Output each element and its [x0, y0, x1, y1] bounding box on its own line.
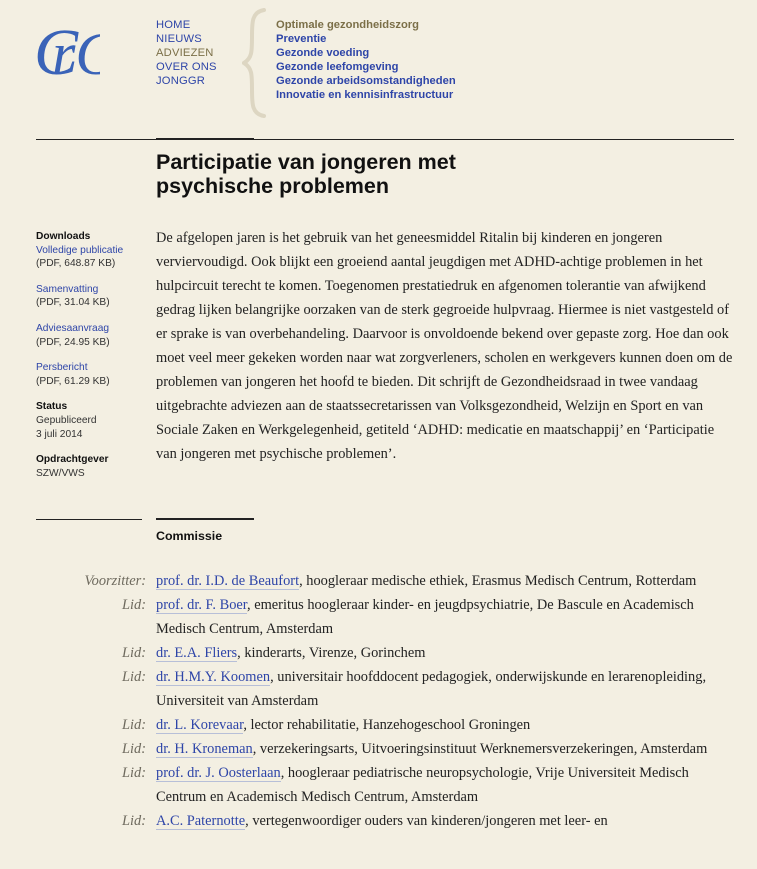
downloads-heading: Downloads: [36, 231, 91, 242]
member-name-link[interactable]: A.C. Paternotte: [156, 813, 246, 829]
commissie-heading: Commissie: [156, 529, 223, 543]
member-description: , hoogleraar medische ethiek, Erasmus Medisch Centrum, Rotterdam: [299, 573, 697, 589]
member-name-link[interactable]: dr. H.M.Y. Koomen: [156, 669, 271, 685]
subnav-innovatie[interactable]: Innovatie en kennisinfrastructuur: [276, 89, 454, 101]
member-description: , universitair hoofddocent pedagogiek, onderwijskunde en lerarenopleiding, Universiteit van Amsterdam: [156, 669, 707, 709]
member-description: , emeritus hoogleraar kinder- en jeugdpsychiatrie, De Bascule en Academisch Medisch Centrum, Amsterdam: [156, 597, 694, 637]
subnav-optimale-gezondheidszorg[interactable]: Optimale gezondheidszorg: [276, 19, 419, 31]
member-description: , lector rehabilitatie, Hanzehogeschool Groningen: [243, 717, 531, 733]
member-role: Lid:: [122, 741, 146, 757]
status-date: 3 juli 2014: [36, 428, 83, 440]
member-name-link[interactable]: dr. L. Korevaar: [156, 717, 244, 733]
nav-jonggr[interactable]: JONGGR: [156, 75, 206, 87]
download-meta: (PDF, 61.29 KB): [36, 375, 110, 387]
member-name-link[interactable]: dr. E.A. Fliers: [156, 645, 238, 661]
commissie-list: [36, 569, 746, 833]
member-role: Lid:: [122, 669, 146, 685]
member-role: Lid:: [122, 645, 146, 661]
subnav-gezonde-leefomgeving[interactable]: Gezonde leefomgeving: [276, 61, 399, 73]
status-heading: Status: [36, 401, 68, 413]
commissie-left-rule: [36, 519, 142, 520]
download-samenvatting[interactable]: Samenvatting: [36, 283, 99, 295]
nav-nieuws[interactable]: NIEUWS: [156, 33, 202, 45]
status-value: Gepubliceerd: [36, 414, 97, 426]
sub-nav: [276, 18, 456, 102]
download-meta: (PDF, 31.04 KB): [36, 297, 110, 309]
member-row: [36, 593, 746, 641]
member-name-link[interactable]: prof. dr. J. Oosterlaan: [156, 765, 281, 781]
member-role: Lid:: [122, 597, 146, 613]
member-name-link[interactable]: prof. dr. F. Boer: [156, 597, 248, 613]
member-row: [36, 569, 746, 593]
member-row: [36, 713, 746, 737]
download-persbericht[interactable]: Persbericht: [36, 362, 88, 374]
member-name-link[interactable]: dr. H. Kroneman: [156, 741, 253, 757]
nav-home[interactable]: HOME: [156, 19, 191, 31]
commissie-accent-rule: [156, 518, 254, 520]
subnav-gezonde-arbeidsomstandigheden[interactable]: Gezonde arbeidsomstandigheden: [276, 75, 456, 87]
logo-letter-c: C: [34, 16, 79, 86]
main-nav: [156, 18, 217, 88]
header-divider: [36, 139, 734, 140]
gr-logo[interactable]: [34, 16, 100, 86]
opdrachtgever-value: SZW/VWS: [36, 467, 85, 479]
download-volledige-publicatie[interactable]: Volledige publicatie: [36, 244, 124, 256]
gr-logo-mark: [34, 16, 100, 86]
member-description: , kinderarts, Virenze, Gorinchem: [237, 645, 426, 661]
download-meta: (PDF, 648.87 KB): [36, 258, 116, 270]
intro-paragraph: De afgelopen jaren is het gebruik van het geneesmiddel Ritalin bij kinderen en jongeren verviervoudigd. Ook blijkt een groeiend aantal jeugdigen met ADHD-achtige problemen in het hulpcircuit terecht te komen. Toegenomen prestatiedruk en afgenomen tolerantie van afwijkend gedrag lijken belangrijke oorzaken van de sterk gegroeide hulpvraag. Hiermee is niet vastgesteld of er sprake is van overbehandeling. Daarvoor is onvoldoende bekend over gepaste zorg. Hoe dan ook moet veel meer gekeken worden naar wat zorgverleners, scholen en werkgevers kunnen doen om de problemen van jongeren het hoofd te bieden. Dit schrijft de Gezondheidsraad in twee vandaag uitgebrachte adviezen aan de staatssecretarissen van Volksgezondheid, Welzijn en Sport en van Sociale Zaken en Werkgelegenheid, getiteld ‘ADHD: medicatie en maatschappij’ en ‘Participatie van jongeren met psychische problemen’.: [156, 230, 733, 462]
download-meta: (PDF, 24.95 KB): [36, 336, 110, 348]
member-row: [36, 761, 746, 809]
opdrachtgever-heading: Opdrachtgever: [36, 454, 109, 466]
subnav-preventie[interactable]: Preventie: [276, 33, 327, 45]
member-name-link[interactable]: prof. dr. I.D. de Beaufort: [156, 573, 300, 589]
download-adviesaanvraag[interactable]: Adviesaanvraag: [36, 322, 110, 334]
curly-brace-divider: [242, 8, 272, 118]
subnav-gezonde-voeding[interactable]: Gezonde voeding: [276, 47, 370, 59]
member-description: , vertegenwoordiger ouders van kinderen/jongeren met leer- en: [245, 813, 608, 829]
sidebar: [36, 230, 146, 492]
member-role: Lid:: [122, 765, 146, 781]
nav-adviezen[interactable]: ADVIEZEN: [156, 47, 214, 59]
member-row: [36, 737, 746, 761]
member-description: , verzekeringsarts, Uitvoeringsinstituut Werknemersverzekeringen, Amsterdam: [252, 741, 708, 757]
member-role: Lid:: [122, 717, 146, 733]
member-row: [36, 665, 746, 713]
member-role: Lid:: [122, 813, 146, 829]
member-role: Voorzitter:: [84, 573, 146, 589]
logo-letter-r-g: r: [52, 21, 76, 86]
page-title: Participatie van jongeren met psychische problemen: [156, 150, 456, 198]
member-row: [36, 641, 746, 665]
member-description: , hoogleraar pediatrische neuropsychologie, Vrije Universiteit Medisch Centrum en Academisch Medisch Centrum, Amsterdam: [156, 765, 689, 805]
nav-over-ons[interactable]: OVER ONS: [156, 61, 217, 73]
member-row: [36, 809, 746, 833]
